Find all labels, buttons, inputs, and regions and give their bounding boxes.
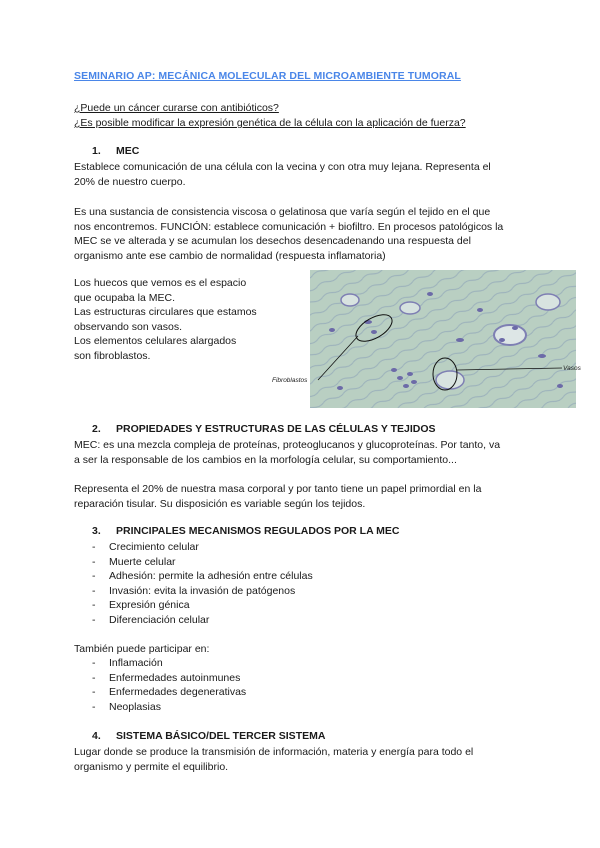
text-line: MEC: es una mezcla compleja de proteínas, proteoglucanos y glucoproteínas. Por tanto, va	[74, 439, 501, 451]
section-3-number: 3.	[92, 525, 101, 537]
list-item: - Inflamación	[92, 657, 163, 669]
vessel-label: Vasos	[563, 365, 581, 372]
fibroblast-label: Fibroblastos	[272, 377, 308, 384]
text-line: son fibroblastos.	[74, 349, 151, 362]
list-intro	[74, 642, 534, 657]
vessel	[536, 294, 560, 310]
nucleus	[427, 292, 433, 296]
text-line: También puede participar en:	[74, 643, 210, 655]
text-line: reparación tisular. Su disposición es variable según los tejidos.	[74, 497, 366, 510]
text-line: Los huecos que vemos es el espacio	[74, 277, 247, 289]
list-item: - Invasión: evita la invasión de patógenos	[92, 584, 296, 597]
text-line: organismo y permite el equilibrio.	[74, 760, 229, 773]
mechanisms-list	[92, 540, 313, 628]
section-3-heading	[92, 525, 400, 537]
nucleus	[411, 380, 417, 384]
section-1-paragraph-1	[74, 160, 534, 189]
section-1-paragraph-2	[74, 205, 534, 263]
nucleus	[557, 384, 563, 388]
section-2-title: PROPIEDADES Y ESTRUCTURAS DE LAS CÉLULAS Y TEJIDOS	[116, 423, 436, 435]
list-item: - Neoplasias	[92, 700, 161, 713]
nucleus	[499, 338, 505, 342]
nucleus	[371, 330, 377, 334]
text-line: Es una sustancia de consistencia viscosa o gelatinosa que varía según el tejido en el que	[74, 206, 491, 218]
section-4-number: 4.	[92, 730, 101, 742]
list-item: - Enfermedades degenerativas	[92, 686, 247, 699]
text-line: Representa el 20% de nuestra masa corporal y por tanto tiene un papel primordial en la	[74, 483, 482, 495]
vessel	[436, 371, 464, 389]
text-line: Establece comunicación de una célula con la vecina y con otra muy lejana. Representa el	[74, 161, 491, 173]
section-2-heading	[92, 423, 436, 435]
section-1-number: 1.	[92, 145, 101, 157]
list-item: - Adhesión: permite la adhesión entre células	[92, 570, 313, 583]
section-3-title: PRINCIPALES MECANISMOS REGULADOS POR LA MEC	[116, 525, 400, 537]
section-4-paragraph-1	[74, 745, 534, 774]
section-2-paragraph-1	[74, 438, 534, 467]
list-item: - Expresión génica	[92, 599, 190, 612]
text-line: Las estructuras circulares que estamos	[74, 306, 257, 319]
question-2: ¿Es posible modificar la expresión genética de la célula con la aplicación de fuerza?	[74, 117, 466, 129]
nucleus	[337, 386, 343, 390]
nucleus	[329, 328, 335, 332]
nucleus	[397, 376, 403, 380]
nucleus	[391, 368, 397, 372]
nucleus	[538, 354, 546, 358]
participation-list	[92, 656, 246, 714]
section-1-heading	[92, 145, 139, 157]
text-line: organismo ante ese cambio de normalidad (respuesta inflamatoria)	[74, 249, 386, 262]
nucleus	[477, 308, 483, 312]
section-1-title: MEC	[116, 145, 140, 157]
image-caption	[74, 276, 304, 364]
text-line: Los elementos celulares alargados	[74, 335, 237, 348]
text-line: Lugar donde se produce la transmisión de información, materia y energía para todo el	[74, 746, 474, 758]
text-line: MEC se ve alterada y se acumulan los desechos desencadenando una respuesta del	[74, 235, 471, 248]
vessel	[341, 294, 359, 306]
list-item: - Muerte celular	[92, 555, 176, 568]
question-1: ¿Puede un cáncer curarse con antibióticos?	[74, 102, 279, 114]
nucleus	[407, 372, 413, 376]
histology-micrograph	[310, 270, 576, 408]
nucleus	[403, 384, 409, 388]
vessel	[494, 325, 526, 345]
text-line: que ocupaba la MEC.	[74, 291, 175, 304]
vessel	[400, 302, 420, 314]
text-line: a ser la responsable de los cambios en la morfología celular, su comportamiento...	[74, 453, 457, 466]
text-line: nos encontremos. FUNCIÓN: establece comunicación + biofiltro. En procesos patológicos la	[74, 220, 504, 233]
text-line: observando son vasos.	[74, 320, 182, 333]
list-item: - Enfermedades autoinmunes	[92, 671, 241, 684]
section-4-heading	[92, 730, 325, 742]
nucleus	[456, 338, 464, 342]
nucleus	[512, 326, 518, 330]
section-2-number: 2.	[92, 423, 101, 435]
text-line: 20% de nuestro cuerpo.	[74, 175, 186, 188]
list-item: - Diferenciación celular	[92, 613, 210, 626]
section-2-paragraph-2	[74, 482, 534, 511]
section-4-title: SISTEMA BÁSICO/DEL TERCER SISTEMA	[116, 730, 326, 742]
document-title[interactable]: SEMINARIO AP: MECÁNICA MOLECULAR DEL MICROAMBIENTE TUMORAL	[74, 70, 461, 82]
list-item: - Crecimiento celular	[92, 541, 199, 553]
